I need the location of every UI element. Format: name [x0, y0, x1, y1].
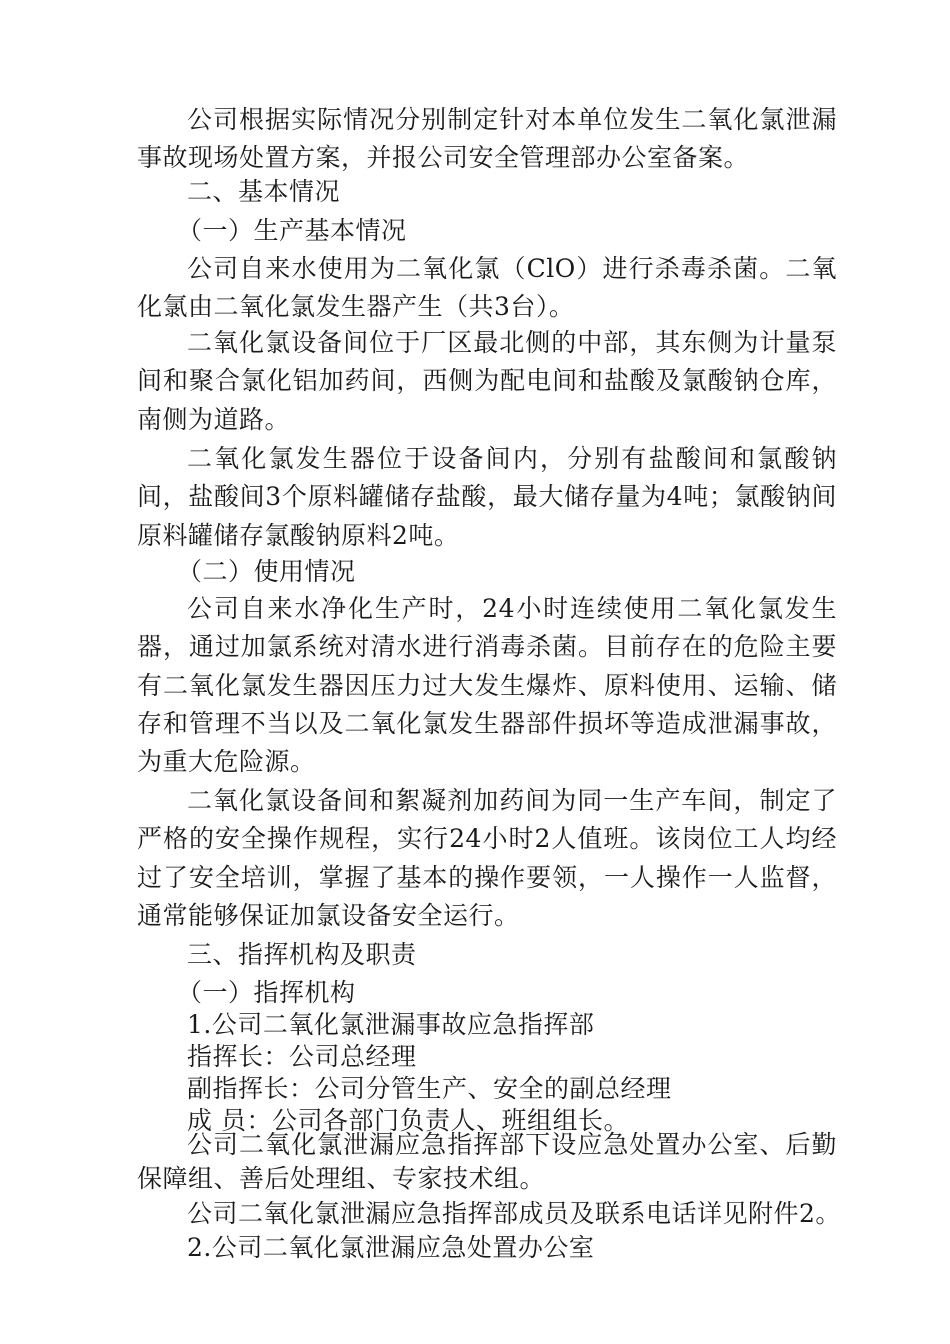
section-heading-basic-situation: 二、基本情况 [187, 177, 341, 206]
subsection-heading-usage: （二）使用情况 [177, 557, 356, 586]
paragraph-generator-storage: 二氧化氯发生器位于设备间内，分别有盐酸间和氯酸钠间，盐酸间3个原料罐储存盐酸，最大储存量为4吨；氯酸钠间原料罐储存氯酸钠原料2吨。 [137, 444, 837, 550]
section-heading-command: 三、指挥机构及职责 [187, 940, 417, 969]
list-item-deputy-commander: 副指挥长：公司分管生产、安全的副总经理 [187, 1074, 672, 1103]
paragraph-intro: 公司根据实际情况分别制定针对本单位发生二氧化氯泄漏事故现场处置方案，并报公司安全管理部办公室备案。 [137, 105, 837, 173]
list-item-members: 成 员：公司各部门负责人、班组组长。 [187, 1106, 629, 1135]
paragraph-disinfection: 公司自来水使用为二氧化氯（ClO）进行杀毒杀菌。二氧化氯由二氧化氯发生器产生（共3台）。 [137, 254, 837, 322]
paragraph-safety-procedures: 二氧化氯设备间和絮凝剂加药间为同一生产车间，制定了严格的安全操作规程，实行24小时2人值班。该岗位工人均经过了安全培训，掌握了基本的操作要领，一人操作一人监督，通常能够保证加氯设备安全运行。 [137, 786, 837, 930]
list-item-emergency-office: 2.公司二氧化氯泄漏应急处置办公室 [187, 1233, 595, 1262]
list-item-commander: 指挥长：公司总经理 [187, 1042, 417, 1071]
list-item-command-center: 1.公司二氧化氯泄漏事故应急指挥部 [187, 1010, 595, 1039]
paragraph-contacts: 公司二氧化氯泄漏应急指挥部成员及联系电话详见附件2。 [187, 1199, 841, 1228]
paragraph-usage-hazards: 公司自来水净化生产时，24小时连续使用二氧化氯发生器，通过加氯系统对清水进行消毒杀菌。目前存在的危险主要有二氧化氯发生器因压力过大发生爆炸、原料使用、运输、储存和管理不当以及二氧化氯发生器部件损坏等造成泄漏事故，为重大危险源。 [137, 594, 837, 777]
subsection-heading-production: （一）生产基本情况 [177, 216, 407, 245]
paragraph-equipment-room-location: 二氧化氯设备间位于厂区最北侧的中部，其东侧为计量泵间和聚合氯化铝加药间，西侧为配电间和盐酸及氯酸钠仓库，南侧为道路。 [137, 328, 837, 434]
paragraph-subdivisions: 公司二氧化氯泄漏应急指挥部下设应急处置办公室、后勤保障组、善后处理组、专家技术组。 [137, 1130, 837, 1193]
subsection-heading-command-structure: （一）指挥机构 [177, 978, 356, 1007]
